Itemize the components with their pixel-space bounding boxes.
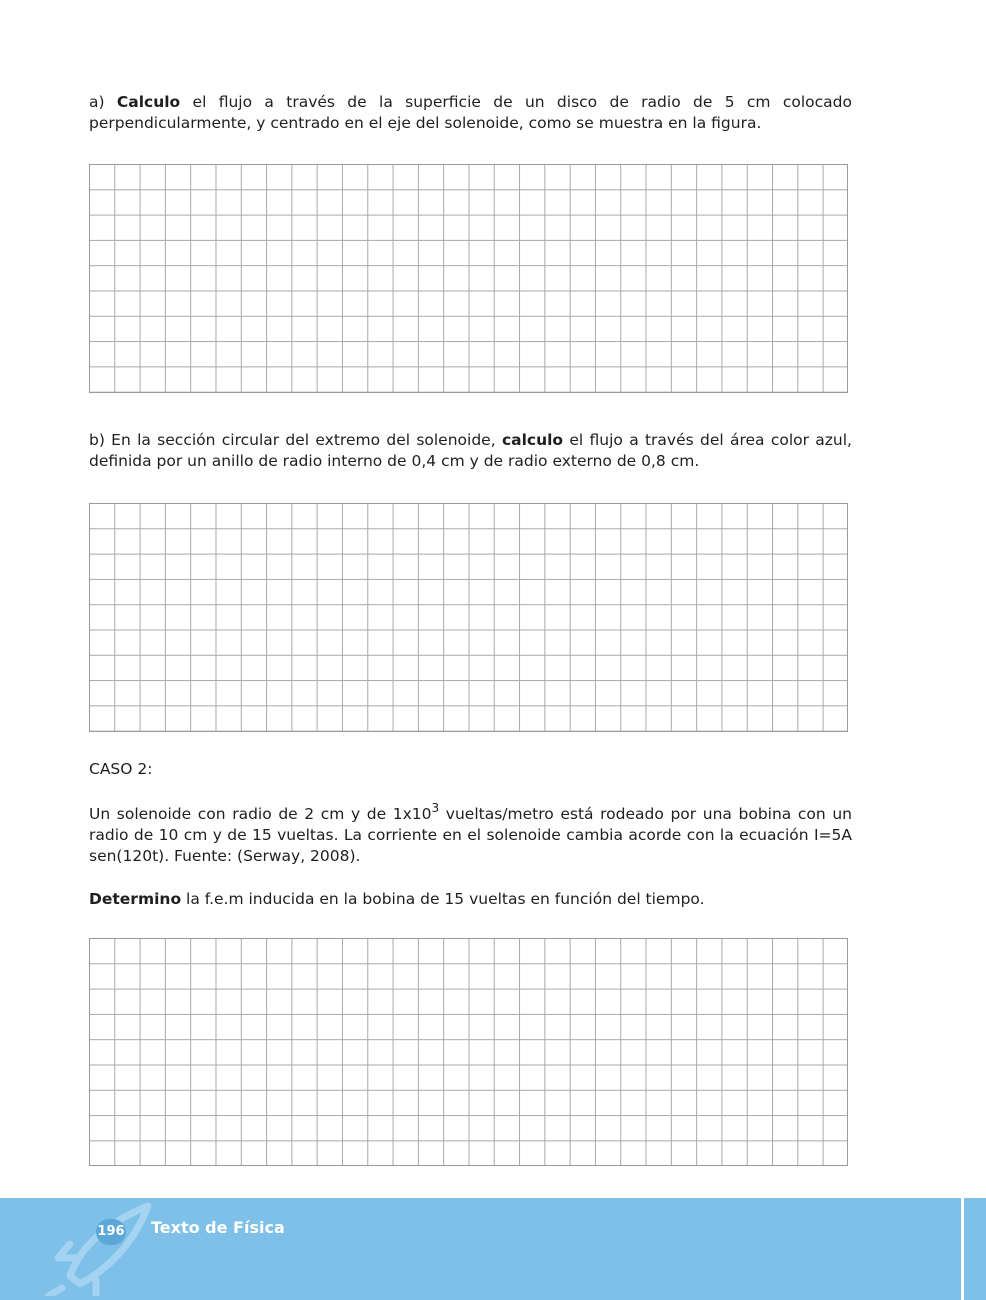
answer-grid-a[interactable] (89, 164, 848, 393)
part-a-verb: Calculo (116, 93, 181, 111)
book-title: Texto de Física (151, 1218, 285, 1237)
part-a-statement: a) Calculo el flujo a través de la superficie de un disco de radio de 5 cm colocado perpendicularmente, y centrado en el eje del solenoide, como se muestra en la figura. (89, 93, 852, 132)
part-b-verb: calculo (501, 431, 564, 449)
page-number: 196 (96, 1219, 126, 1245)
footer-edge-tab (961, 1198, 986, 1300)
answer-grid-b[interactable] (89, 503, 848, 732)
part-b-statement: b) En la sección circular del extremo del solenoide, calculo el flujo a través del área color azul, definida por un anillo de radio interno de 0,4 cm y de radio externo de 0,8 cm. (89, 431, 852, 470)
task-verb: Determino (89, 890, 182, 908)
case-2-title: CASO 2: (89, 760, 153, 778)
exponent: 3 (431, 801, 440, 815)
case-2-task: Determino la f.e.m inducida en la bobina de 15 vueltas en función del tiempo. (89, 890, 705, 908)
rocket-icon (40, 1196, 160, 1296)
case-2-statement: Un solenoide con radio de 2 cm y de $1x10^3$ vueltas/metro está rodeado por una bobina con un radio de 10 cm y de 15 vueltas. La corriente en el solenoide cambia acorde con la ecuación I=5A sen(120t). Fuente: (Serway, 2008). (89, 801, 852, 865)
answer-grid-c[interactable] (89, 938, 848, 1166)
